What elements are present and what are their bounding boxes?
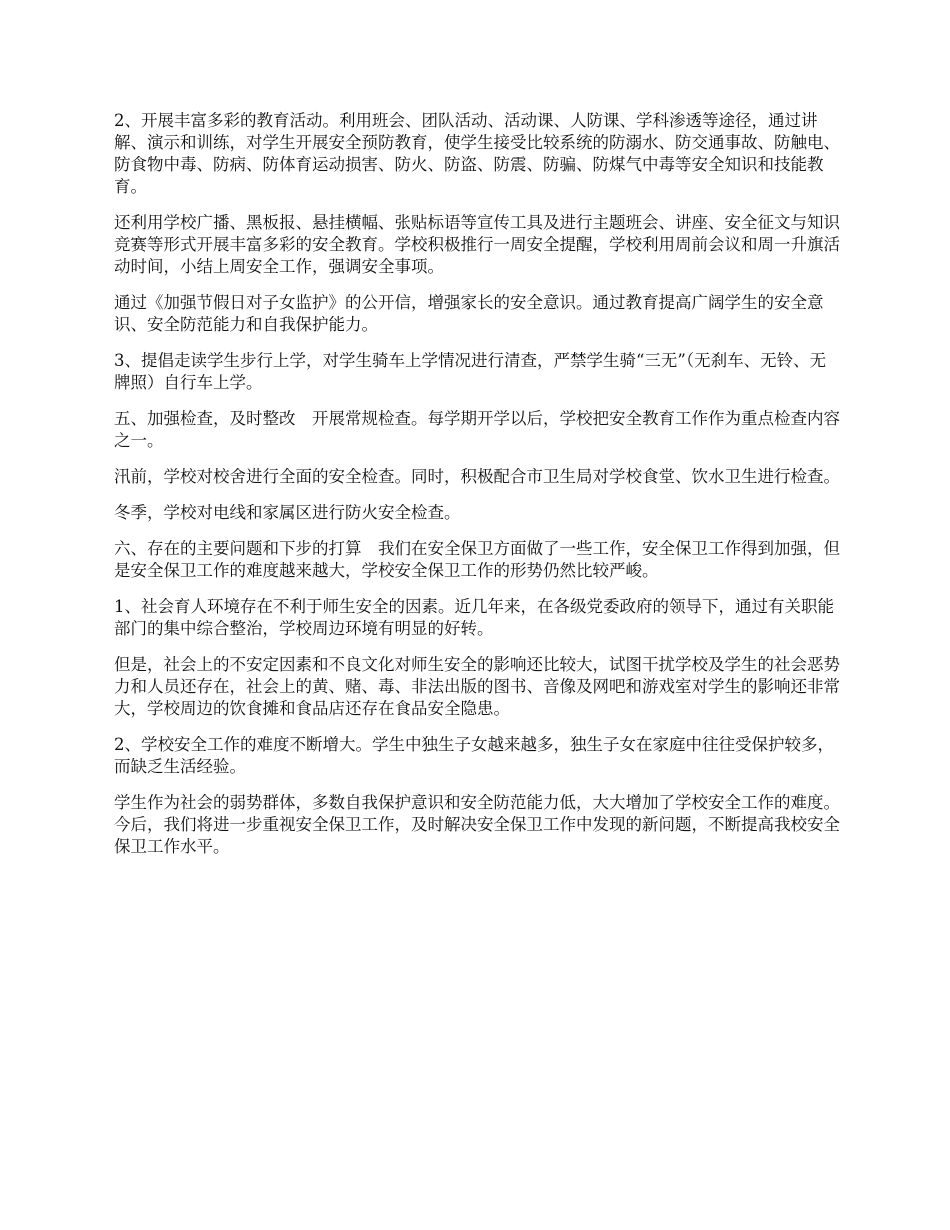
paragraph-5: 五、加强检查，及时整改 开展常规检查。每学期开学以后，学校把安全教育工作作为重点检查内容之一。 xyxy=(114,409,840,450)
paragraph-8: 六、存在的主要问题和下步的打算 我们在安全保卫方面做了一些工作，安全保卫工作得到加强，但是安全保卫工作的难度越来越大，学校安全保卫工作的形势仍然比较严峻。 xyxy=(114,539,840,580)
paragraph-10: 但是，社会上的不安定因素和不良文化对师生安全的影响还比较大，试图干扰学校及学生的社会恶势力和人员还存在，社会上的黄、赌、毒、非法出版的图书、音像及网吧和游戏室对学生的影响还非常大，学校周边的饮食摊和食品店还存在食品安全隐患。 xyxy=(114,655,840,718)
paragraph-7: 冬季，学校对电线和家属区进行防火安全检查。 xyxy=(114,503,461,522)
paragraph-2: 还利用学校广播、黑板报、悬挂横幅、张贴标语等宣传工具及进行主题班会、讲座、安全征文与知识竞赛等形式开展丰富多彩的安全教育。学校积极推行一周安全提醒，学校利用周前会议和周一升旗活动时间，小结上周安全工作，强调安全事项。 xyxy=(114,213,840,276)
paragraph-6: 汛前，学校对校舍进行全面的安全检查。同时，积极配合市卫生局对学校食堂、饮水卫生进行检查。 xyxy=(114,467,840,486)
paragraph-11: 2、学校安全工作的难度不断增大。学生中独生子女越来越多，独生子女在家庭中往往受保护较多，而缺乏生活经验。 xyxy=(114,735,834,776)
paragraph-3: 通过《加强节假日对子女监护》的公开信，增强家长的安全意识。通过教育提高广阔学生的安全意识、安全防范能力和自我保护能力。 xyxy=(114,293,824,334)
paragraph-12: 学生作为社会的弱势群体，多数自我保护意识和安全防范能力低，大大增加了学校安全工作的难度。 今后，我们将进一步重视安全保卫工作，及时解决安全保卫工作中发现的新问题，不断提高我校安全保卫工作水平。 xyxy=(114,793,849,856)
document-body xyxy=(114,110,849,872)
paragraph-9: 1、社会育人环境存在不利于师生安全的因素。近几年来，在各级党委政府的领导下，通过有关职能部门的集中综合整治，学校周边环境有明显的好转。 xyxy=(114,597,834,638)
paragraph-4: 3、提倡走读学生步行上学，对学生骑车上学情况进行清查，严禁学生骑“三无”（无刹车、无铃、无牌照）自行车上学。 xyxy=(114,351,827,392)
paragraph-1: 2、开展丰富多彩的教育活动。利用班会、团队活动、活动课、人防课、学科渗透等途径，通过讲解、演示和训练，对学生开展安全预防教育，使学生接受比较系统的防溺水、防交通事故、防触电、防食物中毒、防病、防体育运动损害、防火、防盗、防震、防骗、防煤气中毒等安全知识和技能教育。 xyxy=(114,111,840,196)
